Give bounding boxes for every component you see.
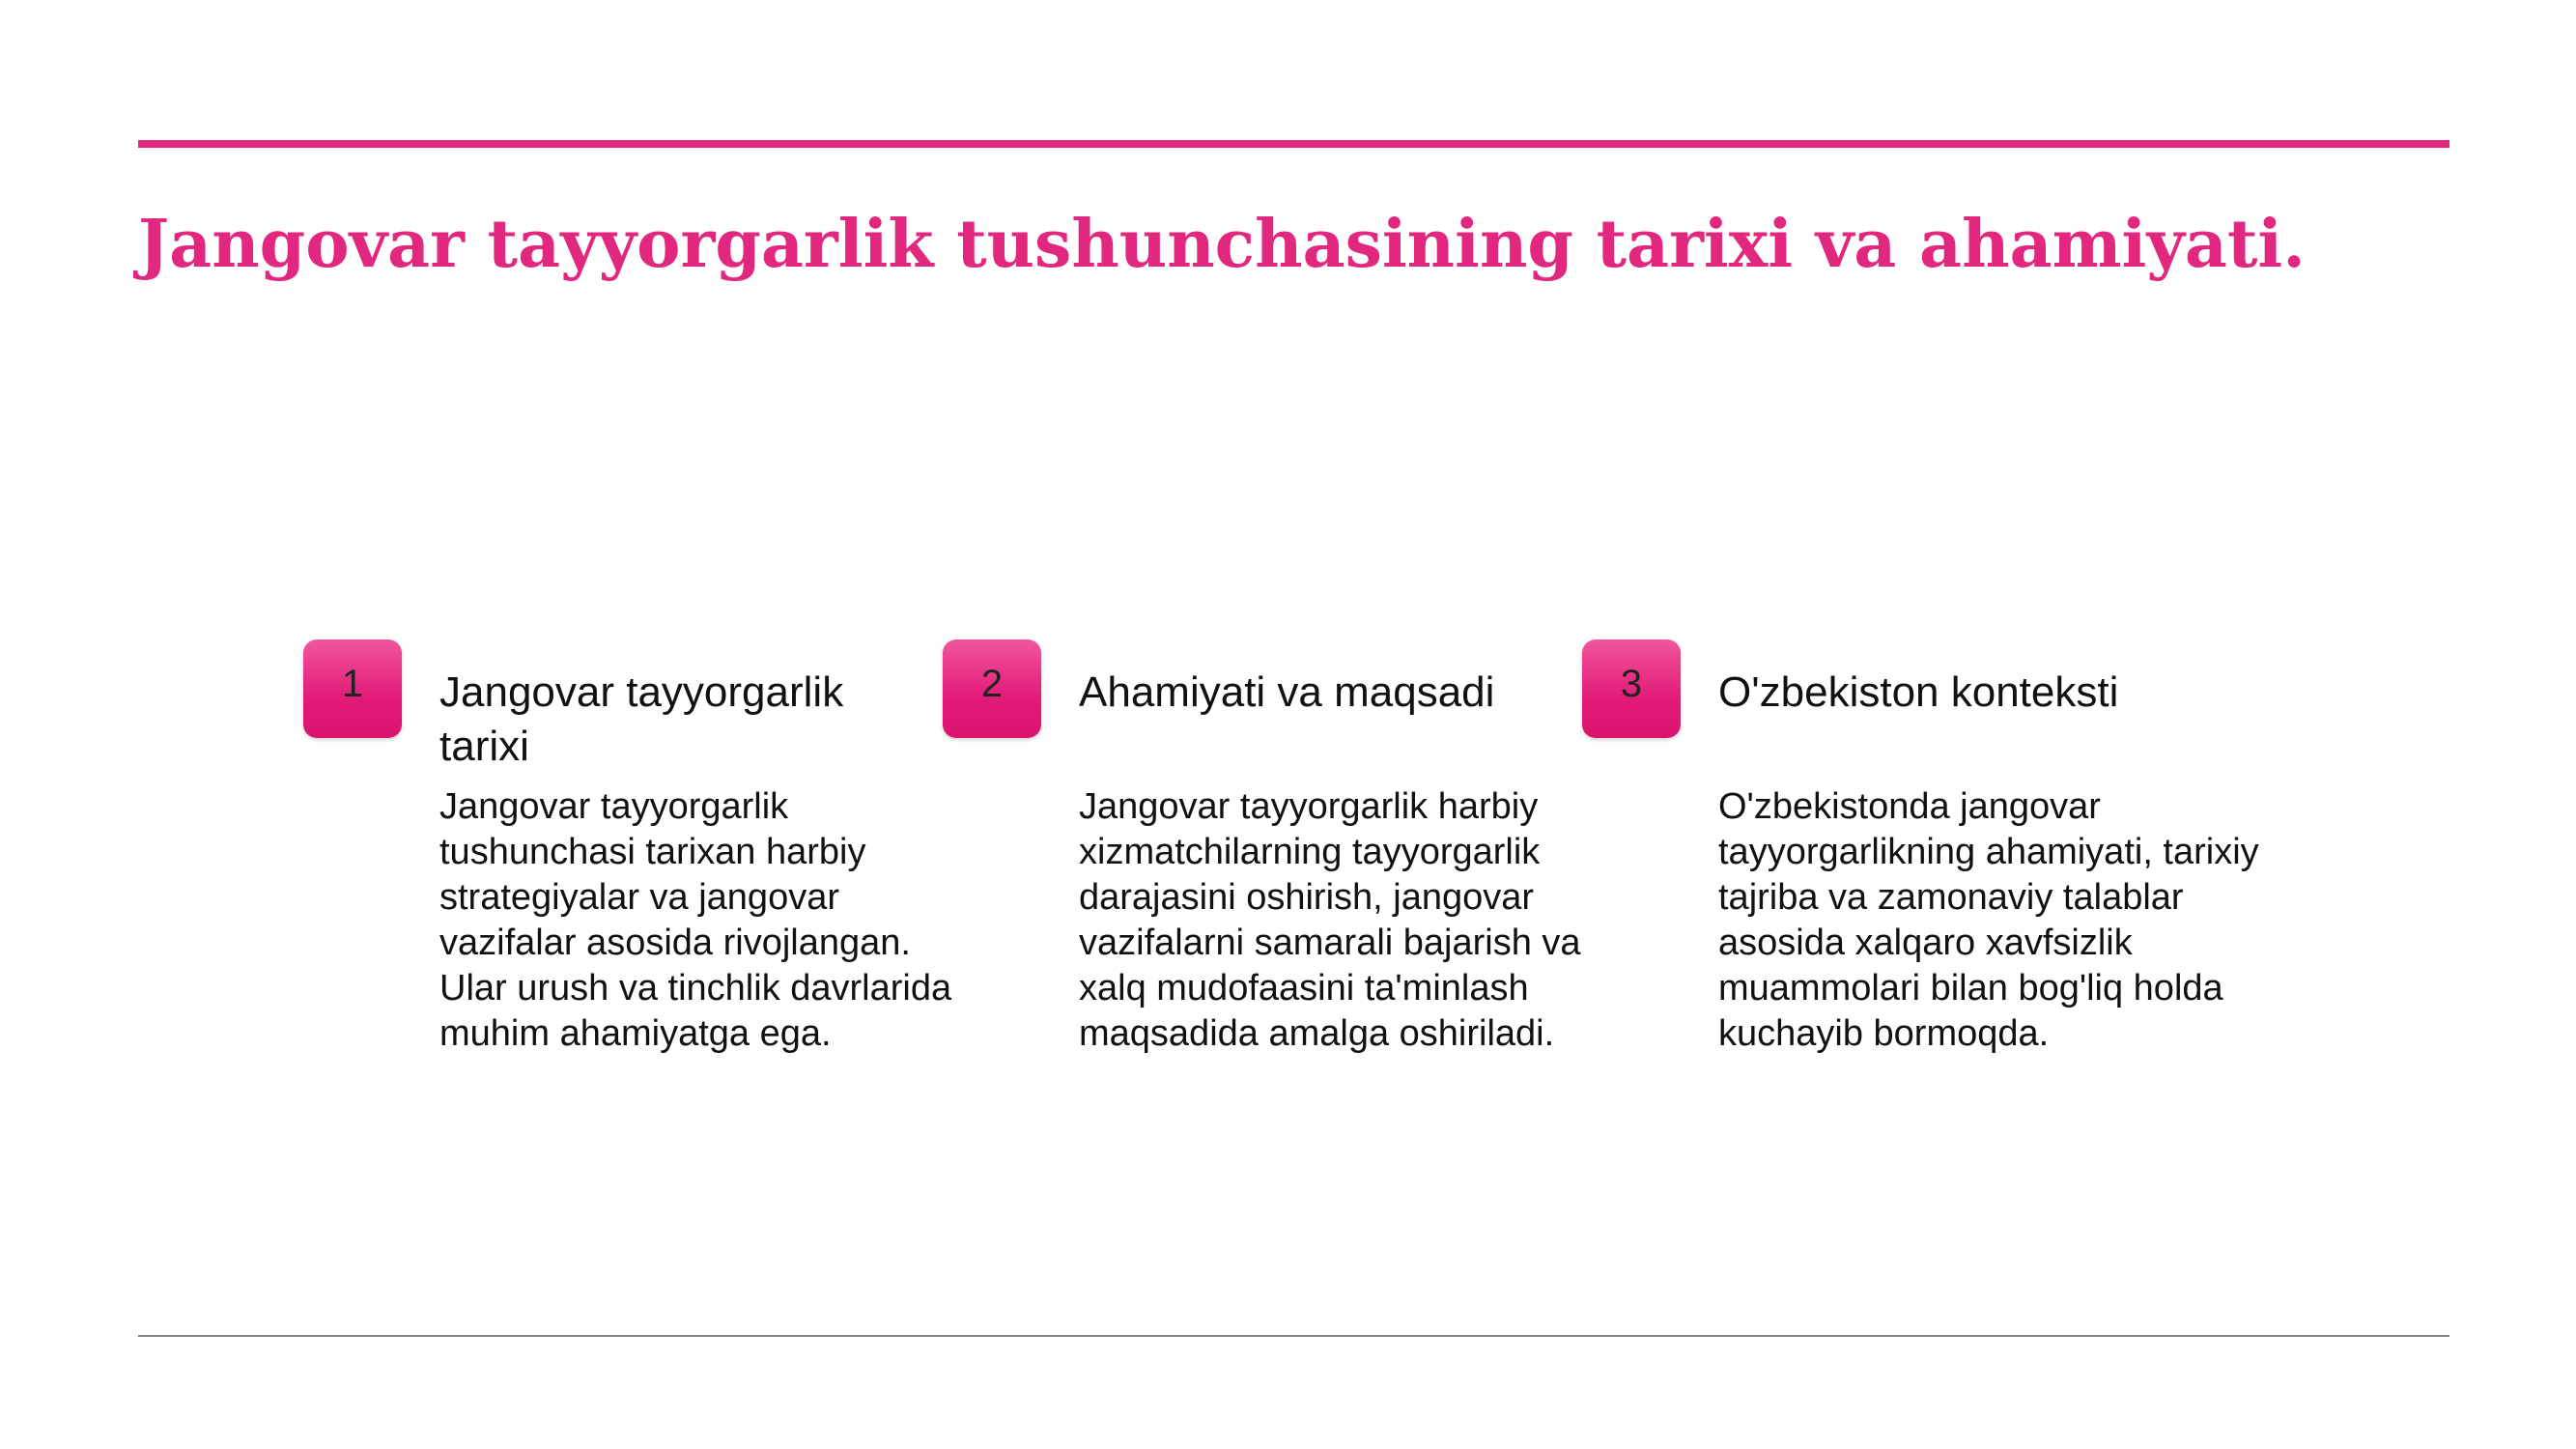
card-history xyxy=(303,639,952,1142)
step-badge xyxy=(1582,639,1681,738)
card-importance xyxy=(943,639,1581,1142)
card-uzbekistan-context xyxy=(1582,639,2259,1142)
step-number: 1 xyxy=(341,663,364,705)
card-heading: O'zbekiston konteksti xyxy=(1718,668,2119,716)
step-number: 2 xyxy=(980,663,1004,705)
card-body: Jangovar tayyorgarlik harbiy xizmatchilarning tayyorgarlik darajasini oshirish, jangovar vazifalarni samarali bajarish va xalq mudofaasini ta'minlash maqsadida amalga oshiriladi. xyxy=(1079,786,1581,1054)
top-accent-rule xyxy=(138,140,2449,148)
slide-title: Jangovar tayyorgarlik tushunchasining tarixi va ahamiyati. xyxy=(138,206,2306,283)
card-heading: Jangovar tayyorgarlik tarixi xyxy=(439,668,844,770)
card-body: O'zbekistonda jangovar tayyorgarlikning ahamiyati, tarixiy tajriba va zamonaviy talablar asosida xalqaro xavfsizlik muammolari bilan bog'liq holda kuchayib bormoqda. xyxy=(1718,786,2259,1054)
card-body: Jangovar tayyorgarlik tushunchasi tarixan harbiy strategiyalar va jangovar vazifalar asosida rivojlangan. Ular urush va tinchlik davrlarida muhim ahamiyatga ega. xyxy=(439,786,952,1054)
step-badge xyxy=(943,639,1041,738)
card-heading: Ahamiyati va maqsadi xyxy=(1079,668,1495,716)
step-badge xyxy=(303,639,402,738)
step-number: 3 xyxy=(1620,663,1643,705)
bottom-divider xyxy=(138,1335,2449,1337)
